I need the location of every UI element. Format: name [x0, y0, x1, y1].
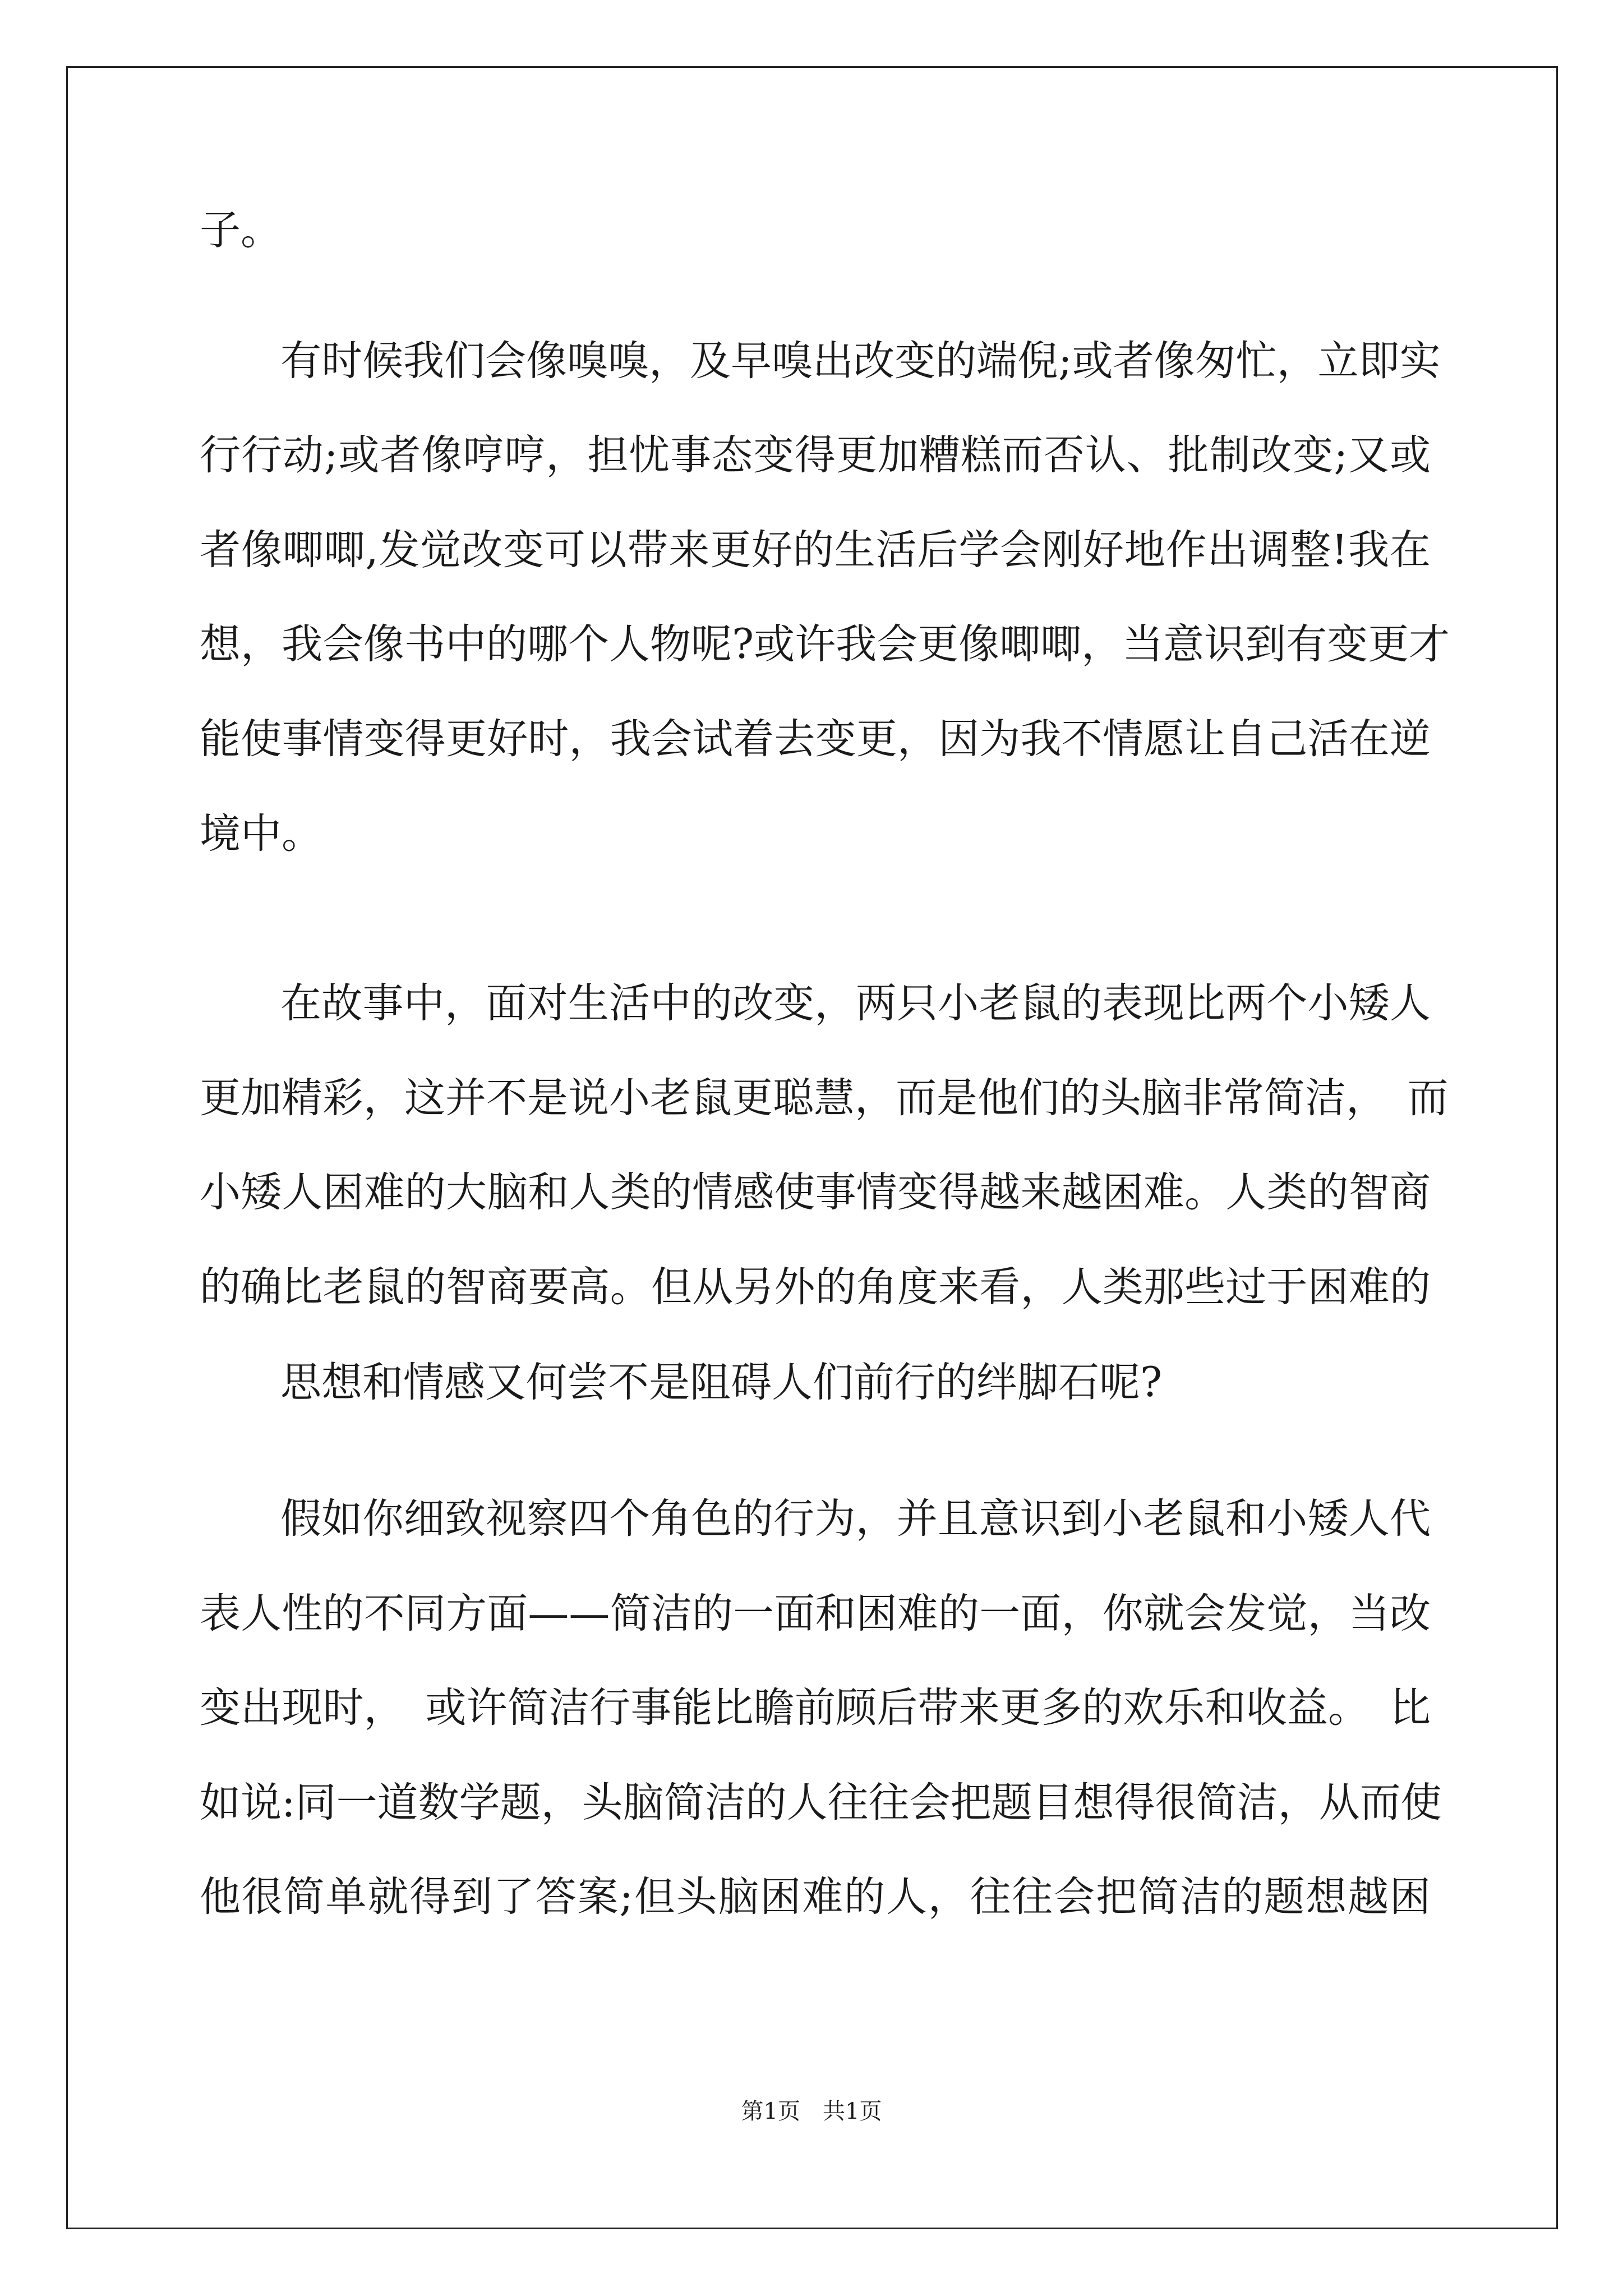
- text-line: 小矮人困难的大脑和人类的情感使事情变得越来越困难。人类的智商: [200, 1168, 1431, 1216]
- text-line: 变出现时， 或许简洁行事能比瞻前顾后带来更多的欢乐和收益。 比: [200, 1684, 1431, 1732]
- text-line: 想，我会像书中的哪个人物呢?或许我会更像唧唧，当意识到有变更才: [200, 620, 1450, 668]
- text-line: 行行动;或者像哼哼，担忧事态变得更加糟糕而否认、批制改变;又或: [200, 431, 1431, 479]
- page-number-footer: 第1页 共1页: [741, 2099, 882, 2124]
- text-line: 者像唧唧,发觉改变可以带来更好的生活后学会刚好地作出调整!我在: [200, 526, 1431, 574]
- text-line: 表人性的不同方面——简洁的一面和困难的一面，你就会发觉，当改: [200, 1590, 1431, 1637]
- text-line: 能使事情变得更好时，我会试着去变更，因为我不情愿让自己活在逆: [200, 715, 1431, 763]
- text-line: 他很简单就得到了答案;但头脑困难的人，往往会把简洁的题想越困: [200, 1873, 1431, 1921]
- text-line: 子。: [200, 206, 282, 254]
- text-line: 更加精彩，这并不是说小老鼠更聪慧，而是他们的头脑非常简洁， 而: [200, 1074, 1449, 1122]
- text-line: 境中。: [200, 810, 322, 858]
- paragraph-first-line: 有时候我们会像嗅嗅，及早嗅出改变的端倪;或者像匆忙，立即实: [280, 337, 1441, 385]
- paragraph-first-line: 假如你细致视察四个角色的行为，并且意识到小老鼠和小矮人代: [280, 1495, 1431, 1543]
- paragraph-first-line: 思想和情感又何尝不是阻碍人们前行的绊脚石呢?: [280, 1359, 1163, 1406]
- text-line: 如说:同一道数学题，头脑简洁的人往往会把题目想得很简洁，从而使: [200, 1779, 1442, 1826]
- text-line: 的确比老鼠的智商要高。但从另外的角度来看，人类那些过于困难的: [200, 1263, 1431, 1311]
- paragraph-first-line: 在故事中，面对生活中的改变，两只小老鼠的表现比两个小矮人: [280, 979, 1431, 1027]
